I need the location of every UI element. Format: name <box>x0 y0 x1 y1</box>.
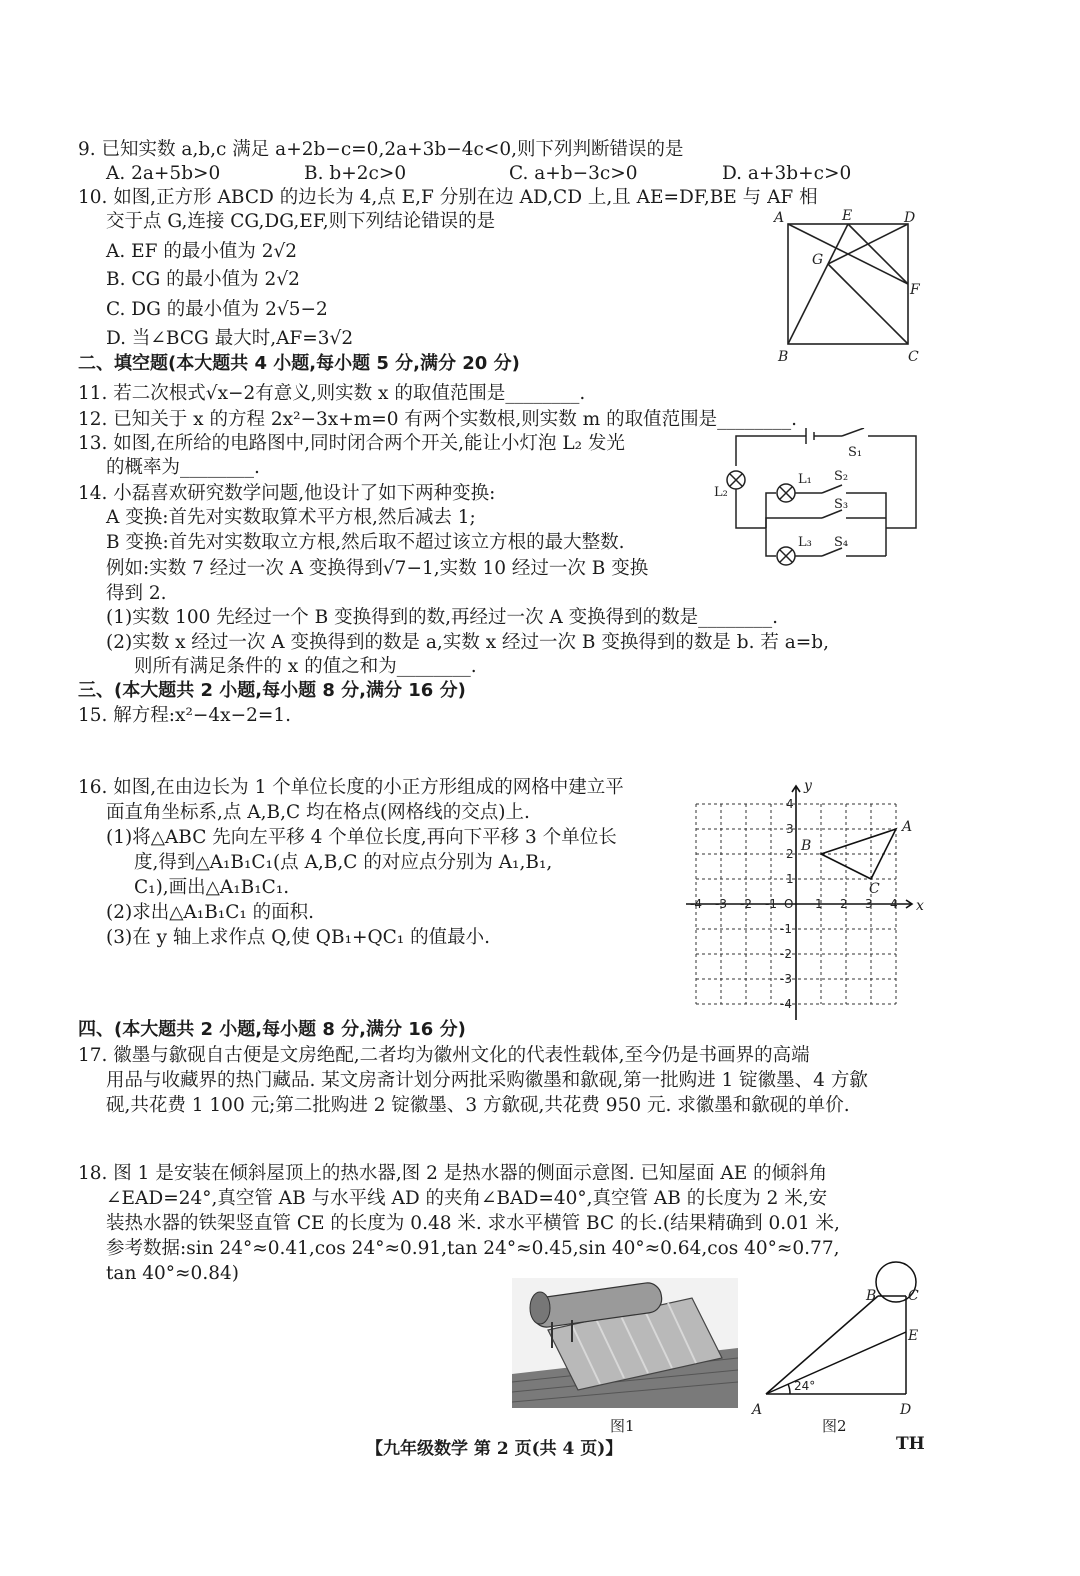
section2-heading: 二、填空题(本大题共 4 小题,每小题 5 分,满分 20 分) <box>78 353 520 374</box>
page-footer: 【九年级数学 第 2 页(共 4 页)】 <box>366 1439 623 1459</box>
x-axis-label: x <box>916 898 924 914</box>
q18-fig2-diagram <box>750 1258 930 1418</box>
y-tick-label: -1 <box>780 922 792 936</box>
q14-line7: (2)实数 x 经过一次 A 变换得到的数是 a,实数 x 经过一次 B 变换得到的数是 b. 若 a=b, <box>106 632 829 653</box>
q10-label-c: C <box>908 349 919 365</box>
q18-fig2-label-e: E <box>908 1328 919 1344</box>
q13-label-s1: S₁ <box>848 445 863 460</box>
point-c-label: C <box>869 881 880 897</box>
q14-line1: 14. 小磊喜欢研究数学问题,他设计了如下两种变换: <box>78 483 496 504</box>
q18-line3: 装热水器的铁架竖直管 CE 的长度为 0.48 米. 求水平横管 BC 的长.(结果精确到 0.01 米, <box>106 1213 840 1234</box>
q14-line4: 例如:实数 7 经过一次 A 变换得到√7−1,实数 10 经过一次 B 变换 <box>106 558 649 579</box>
q18-line4: 参考数据:sin 24°≈0.41,cos 24°≈0.91,tan 24°≈0.45,sin 40°≈0.64,cos 40°≈0.77, <box>106 1238 840 1259</box>
x-tick-label: 1 <box>815 897 823 911</box>
x-tick-label: 2 <box>840 897 848 911</box>
q16-line5: C₁),画出△A₁B₁C₁. <box>134 877 290 898</box>
q10-label-g: G <box>812 252 824 268</box>
x-tick-label: 3 <box>865 897 873 911</box>
q16-line6: (2)求出△A₁B₁C₁ 的面积. <box>106 902 315 923</box>
q14-line2: A 变换:首先对实数取算术平方根,然后减去 1; <box>106 507 476 528</box>
q14-line8: 则所有满足条件的 x 的值之和为________. <box>134 656 477 677</box>
q10-option-c: C. DG 的最小值为 2√5−2 <box>106 299 328 320</box>
point-a-label: A <box>902 819 913 835</box>
q17-line3: 砚,共花费 1 100 元;第二批购进 2 锭徽墨、3 方歙砚,共花费 950 元. 求徽墨和歙砚的单价. <box>106 1095 850 1116</box>
q16-line4: 度,得到△A₁B₁C₁(点 A,B,C 的对应点分别为 A₁,B₁, <box>134 852 553 873</box>
q17-line1: 17. 徽墨与歙砚自古便是文房绝配,二者均为徽州文化的代表性载体,至今仍是书画界的高端 <box>78 1045 810 1066</box>
q13-label-l3: L₃ <box>798 535 812 550</box>
q13-label-s4: S₄ <box>834 535 849 550</box>
y-tick-label: -4 <box>780 997 792 1011</box>
q10-option-a: A. EF 的最小值为 2√2 <box>106 241 298 262</box>
q15: 15. 解方程:x²−4x−2=1. <box>78 705 292 726</box>
q13-line1: 13. 如图,在所给的电路图中,同时闭合两个开关,能让小灯泡 L₂ 发光 <box>78 433 625 454</box>
q18-fig2-label-d: D <box>900 1402 912 1418</box>
q17-line2: 用品与收藏界的热门藏品. 某文房斋计划分两批采购徽墨和歙砚,第一批购进 1 锭徽墨、4 方歙 <box>106 1070 868 1091</box>
q18-line5: tan 40°≈0.84) <box>106 1263 239 1284</box>
point-b-label: B <box>801 838 812 854</box>
q10-label-e: E <box>842 208 853 224</box>
y-axis-label: y <box>804 778 812 794</box>
y-tick-label: -2 <box>780 947 792 961</box>
q14-line6: (1)实数 100 先经过一个 B 变换得到的数,再经过一次 A 变换得到的数是________. <box>106 607 779 628</box>
y-tick-label: 4 <box>786 797 794 811</box>
y-tick-label: 2 <box>786 847 794 861</box>
q13-label-s2: S₂ <box>834 469 849 484</box>
q13-label-l2: L₂ <box>714 485 728 500</box>
q18-line2: ∠EAD=24°,真空管 AB 与水平线 AD 的夹角∠BAD=40°,真空管 AB 的长度为 2 米,安 <box>106 1188 828 1209</box>
section3-heading: 三、(本大题共 2 小题,每小题 8 分,满分 16 分) <box>78 680 466 701</box>
x-tick-label: -3 <box>715 897 727 911</box>
origin-label: O <box>784 897 794 911</box>
q9-option-d: D. a+3b+c>0 <box>722 163 852 184</box>
q10-square-figure <box>770 206 930 366</box>
q18-fig1-caption: 图1 <box>610 1417 635 1435</box>
q18-fig2-label-a: A <box>752 1402 763 1418</box>
q10-label-a: A <box>774 210 785 226</box>
q9-stem: 9. 已知实数 a,b,c 满足 a+2b−c=0,2a+3b−4c<0,则下列判断错误的是 <box>78 139 684 160</box>
q10-label-b: B <box>778 349 789 365</box>
y-tick-label: 1 <box>786 872 794 886</box>
q10-option-b: B. CG 的最小值为 2√2 <box>106 269 300 290</box>
x-tick-label: -4 <box>690 897 702 911</box>
q16-line2: 面直角坐标系,点 A,B,C 均在格点(网格线的交点)上. <box>106 802 530 823</box>
q13-label-s3: S₃ <box>834 497 849 512</box>
page-code: TH <box>896 1434 925 1454</box>
y-tick-label: -3 <box>780 972 792 986</box>
q13-line2: 的概率为________. <box>106 457 260 478</box>
q9-option-a: A. 2a+5b>0 <box>106 163 221 184</box>
q16-line1: 16. 如图,在由边长为 1 个单位长度的小正方形组成的网格中建立平 <box>78 777 624 798</box>
q13-label-l1: L₁ <box>798 472 812 487</box>
section4-heading: 四、(本大题共 2 小题,每小题 8 分,满分 16 分) <box>78 1019 466 1040</box>
q16-line7: (3)在 y 轴上求作点 Q,使 QB₁+QC₁ 的值最小. <box>106 927 490 948</box>
x-tick-label: -2 <box>740 897 752 911</box>
y-tick-label: 3 <box>786 822 794 836</box>
q16-grid-figure <box>686 772 926 1020</box>
q18-fig2-label-b: B <box>866 1288 877 1304</box>
q18-fig2-label-c: C <box>908 1288 919 1304</box>
q10-label-d: D <box>904 210 916 226</box>
q9-option-c: C. a+b−3c>0 <box>509 163 638 184</box>
q10-stem-line1: 10. 如图,正方形 ABCD 的边长为 4,点 E,F 分别在边 AD,CD 上,且 AE=DF,BE 与 AF 相 <box>78 187 818 208</box>
q10-stem-line2: 交于点 G,连接 CG,DG,EF,则下列结论错误的是 <box>106 211 496 232</box>
q10-option-d: D. 当∠BCG 最大时,AF=3√2 <box>106 328 354 349</box>
q13-circuit-figure <box>714 428 924 578</box>
q18-fig1-photo <box>512 1278 738 1408</box>
x-tick-label: -1 <box>765 897 777 911</box>
q18-line1: 18. 图 1 是安装在倾斜屋顶上的热水器,图 2 是热水器的侧面示意图. 已知屋面 AE 的倾斜角 <box>78 1163 828 1184</box>
q16-line3: (1)将△ABC 先向左平移 4 个单位长度,再向下平移 3 个单位长 <box>106 827 617 848</box>
q9-option-b: B. b+2c>0 <box>304 163 407 184</box>
q11: 11. 若二次根式√x−2有意义,则实数 x 的取值范围是________. <box>78 383 586 404</box>
q14-line3: B 变换:首先对实数取立方根,然后取不超过该立方根的最大整数. <box>106 532 625 553</box>
q10-label-f: F <box>910 282 920 298</box>
x-tick-label: 4 <box>890 897 898 911</box>
q12: 12. 已知关于 x 的方程 2x²−3x+m=0 有两个实数根,则实数 m 的取值范围是________. <box>78 409 797 430</box>
q18-fig2-caption: 图2 <box>822 1417 847 1435</box>
q14-line5: 得到 2. <box>106 583 167 604</box>
q18-fig2-angle-label: 24° <box>794 1379 816 1393</box>
